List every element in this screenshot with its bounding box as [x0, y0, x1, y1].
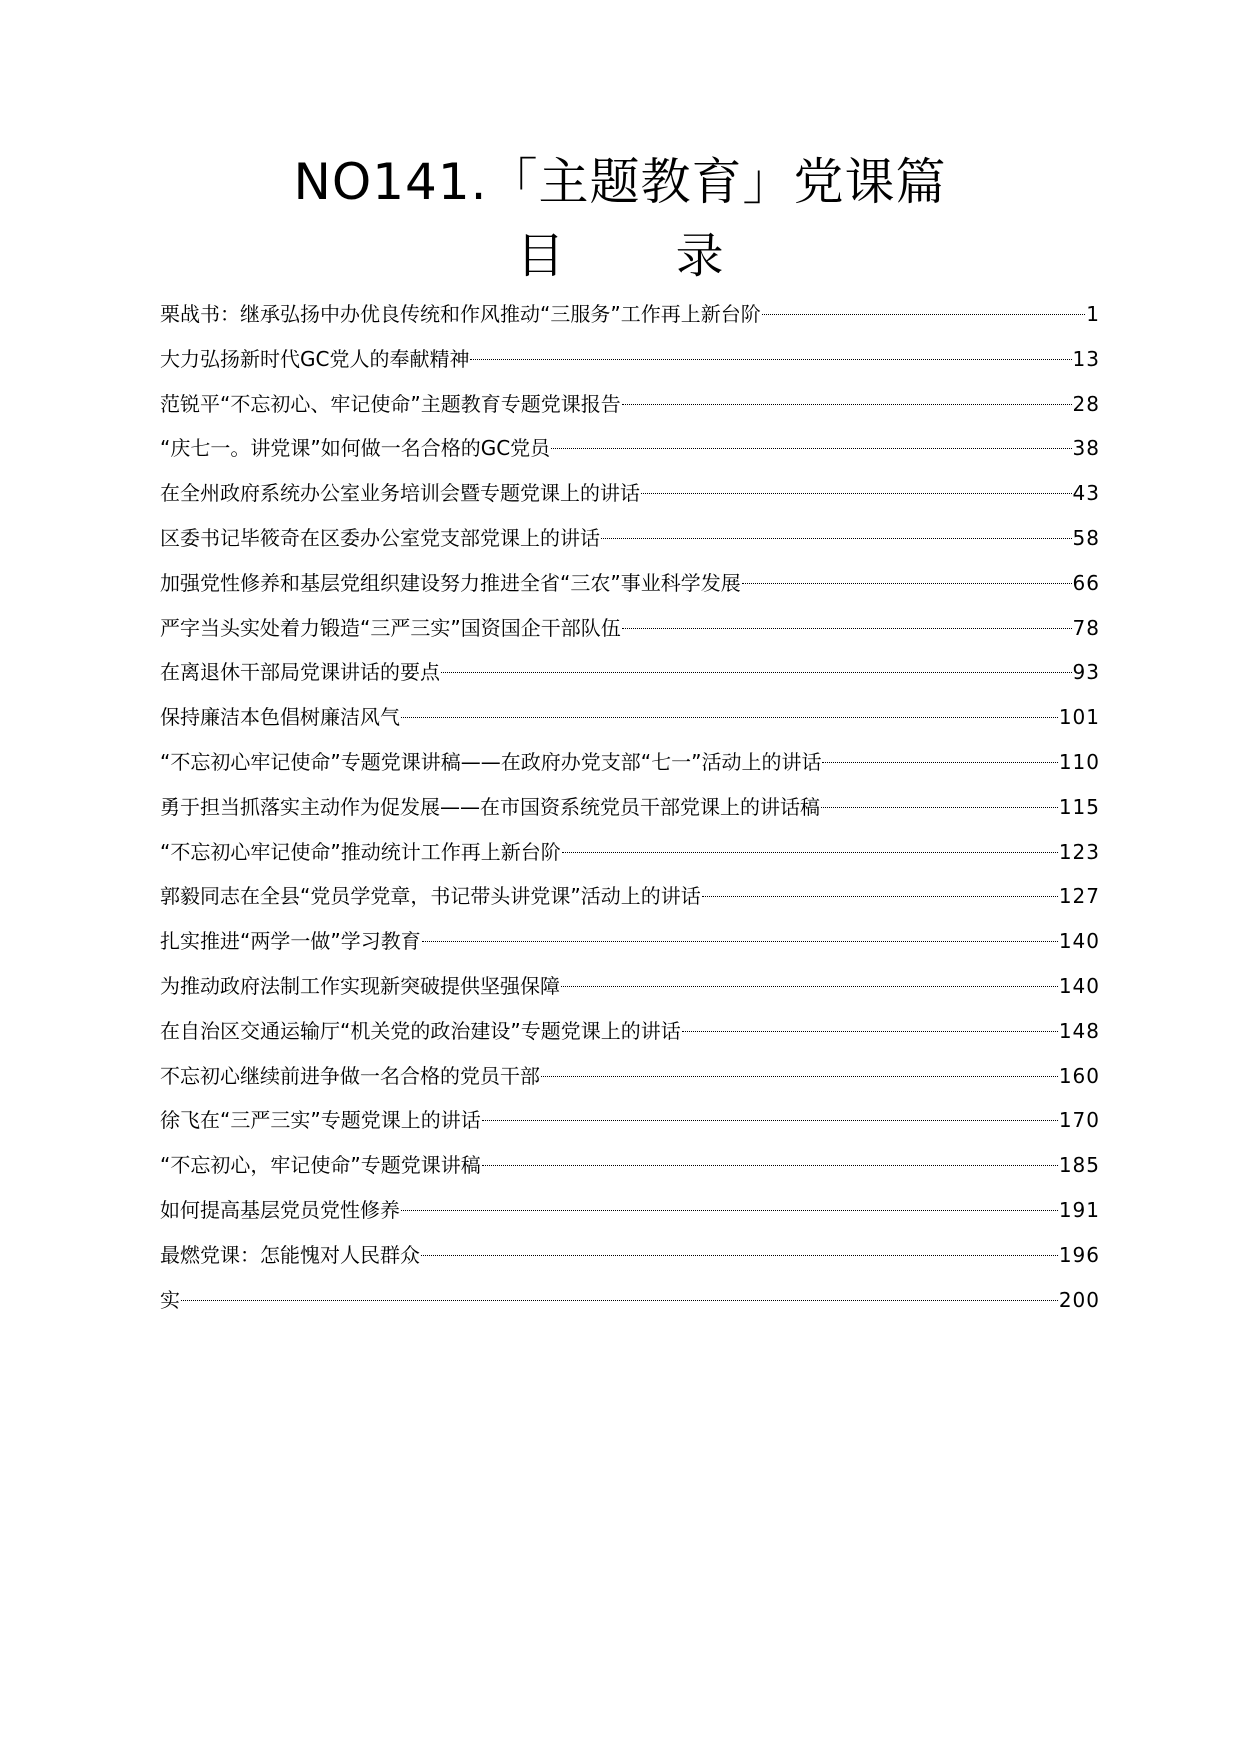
toc-entry[interactable]	[160, 969, 1100, 1014]
toc-entry[interactable]	[160, 342, 1100, 387]
toc-entry[interactable]	[160, 879, 1100, 924]
toc-entry[interactable]	[160, 700, 1100, 745]
toc-entry[interactable]	[160, 1014, 1100, 1059]
toc-entry[interactable]	[160, 1283, 1100, 1328]
toc-entry-title: 勇于担当抓落实主动作为促发展——在市国资系统党员干部党课上的讲话稿	[160, 794, 820, 819]
dot-leader	[551, 447, 1071, 449]
toc-entry-title: “不忘初心，牢记使命”专题党课讲稿	[160, 1153, 481, 1178]
toc-entry-title: 在自治区交通运输厅“机关党的政治建设”专题党课上的讲话	[160, 1018, 681, 1043]
toc-entry[interactable]	[160, 1059, 1100, 1104]
toc-entry-page-number: 28	[1072, 391, 1100, 416]
toc-entry-title: 在全州政府系统办公室业务培训会暨专题党课上的讲话	[160, 481, 640, 506]
toc-entry-page-number: 110	[1058, 749, 1100, 774]
toc-entry-page-number: 58	[1072, 525, 1100, 550]
toc-entry-page-number: 140	[1058, 929, 1100, 954]
toc-entry-page-number: 170	[1058, 1108, 1100, 1133]
dot-leader	[622, 403, 1072, 405]
dot-leader	[470, 358, 1071, 360]
dot-leader	[541, 1075, 1058, 1077]
dot-leader	[561, 985, 1058, 987]
toc-entry[interactable]	[160, 924, 1100, 969]
dot-leader	[641, 492, 1072, 494]
toc-entry-page-number: 13	[1072, 346, 1100, 371]
dot-leader	[482, 1164, 1058, 1166]
toc-entry-page-number: 200	[1058, 1287, 1100, 1312]
toc-entry-title: 为推动政府法制工作实现新突破提供坚强保障	[160, 973, 560, 998]
toc-entry[interactable]	[160, 566, 1100, 611]
toc-entry-page-number: 38	[1072, 436, 1100, 461]
dot-leader	[821, 806, 1058, 808]
dot-leader	[401, 1209, 1058, 1211]
toc-entry-title: 区委书记毕筱奇在区委办公室党支部党课上的讲话	[160, 525, 600, 550]
dot-leader	[562, 851, 1058, 853]
toc-entry-page-number: 43	[1072, 481, 1100, 506]
toc-entry[interactable]	[160, 521, 1100, 566]
dot-leader	[401, 716, 1058, 718]
toc-entry[interactable]	[160, 431, 1100, 476]
toc-entry-title: 在离退休干部局党课讲话的要点	[160, 660, 440, 685]
toc-entry[interactable]	[160, 1238, 1100, 1283]
toc-entry-title: 如何提高基层党员党性修养	[160, 1197, 400, 1222]
toc-entry[interactable]	[160, 297, 1100, 342]
dot-leader	[601, 537, 1072, 539]
dot-leader	[622, 627, 1072, 629]
toc-entry-page-number: 78	[1072, 615, 1100, 640]
toc-entry[interactable]	[160, 655, 1100, 700]
dot-leader	[742, 582, 1072, 584]
document-title: NO141.「主题教育」党课篇	[293, 153, 947, 211]
dot-leader	[762, 313, 1086, 315]
dot-leader	[822, 761, 1057, 763]
toc-entry-title: 扎实推进“两学一做”学习教育	[160, 929, 421, 954]
dot-leader	[422, 940, 1058, 942]
dot-leader	[482, 1119, 1058, 1121]
dot-leader	[702, 895, 1058, 897]
toc-entry-page-number: 101	[1058, 705, 1100, 730]
toc-entry[interactable]	[160, 790, 1100, 835]
toc-entry-page-number: 66	[1072, 570, 1100, 595]
toc-entry-title: 大力弘扬新时代GC党人的奉献精神	[160, 346, 470, 371]
toc-entry[interactable]	[160, 387, 1100, 432]
toc-entry[interactable]	[160, 1193, 1100, 1238]
dot-leader	[682, 1030, 1058, 1032]
toc-entry-page-number: 123	[1058, 839, 1100, 864]
toc-entry-page-number: 140	[1058, 973, 1100, 998]
toc-entry-page-number: 191	[1058, 1197, 1100, 1222]
toc-entry-title: “不忘初心牢记使命”专题党课讲稿——在政府办党支部“七一”活动上的讲话	[160, 749, 822, 774]
toc-entry[interactable]	[160, 476, 1100, 521]
toc-entry-page-number: 160	[1058, 1063, 1100, 1088]
toc-entry-title: 严字当头实处着力锻造“三严三实”国资国企干部队伍	[160, 615, 621, 640]
toc-entry-page-number: 196	[1058, 1242, 1100, 1267]
toc-heading: 目 录	[516, 228, 772, 284]
toc-entry-title: 实	[160, 1287, 180, 1312]
toc-entry-page-number: 185	[1058, 1153, 1100, 1178]
toc-entry[interactable]	[160, 1148, 1100, 1193]
toc-entry[interactable]	[160, 835, 1100, 880]
toc-entry-title: “庆七一。讲党课”如何做一名合格的GC党员	[160, 436, 551, 461]
toc-entry-title: 最燃党课：怎能愧对人民群众	[160, 1242, 420, 1267]
toc-entry[interactable]	[160, 611, 1100, 656]
dot-leader	[181, 1299, 1058, 1301]
toc-entry-title: 范锐平“不忘初心、牢记使命”主题教育专题党课报告	[160, 391, 621, 416]
toc-entry-page-number: 127	[1058, 884, 1100, 909]
toc-entry-title: 加强党性修养和基层党组织建设努力推进全省“三农”事业科学发展	[160, 570, 741, 595]
dot-leader	[421, 1254, 1058, 1256]
toc-entry-title: 不忘初心继续前进争做一名合格的党员干部	[160, 1063, 540, 1088]
toc-entry-title: 保持廉洁本色倡树廉洁风气	[160, 705, 400, 730]
toc-entry[interactable]	[160, 1103, 1100, 1148]
toc-entry-page-number: 148	[1058, 1018, 1100, 1043]
toc-entry-title: 郭毅同志在全县“党员学党章，书记带头讲党课”活动上的讲话	[160, 884, 701, 909]
toc-entry-page-number: 1	[1086, 302, 1100, 326]
toc-entry-page-number: 115	[1058, 794, 1100, 819]
table-of-contents	[160, 297, 1100, 1327]
dot-leader	[441, 671, 1072, 673]
toc-entry-page-number: 93	[1072, 660, 1100, 685]
toc-entry[interactable]	[160, 745, 1100, 790]
toc-entry-title: “不忘初心牢记使命”推动统计工作再上新台阶	[160, 839, 561, 864]
toc-entry-title: 栗战书：继承弘扬中办优良传统和作风推动“三服务”工作再上新台阶	[160, 302, 761, 326]
toc-entry-title: 徐飞在“三严三实”专题党课上的讲话	[160, 1108, 481, 1133]
